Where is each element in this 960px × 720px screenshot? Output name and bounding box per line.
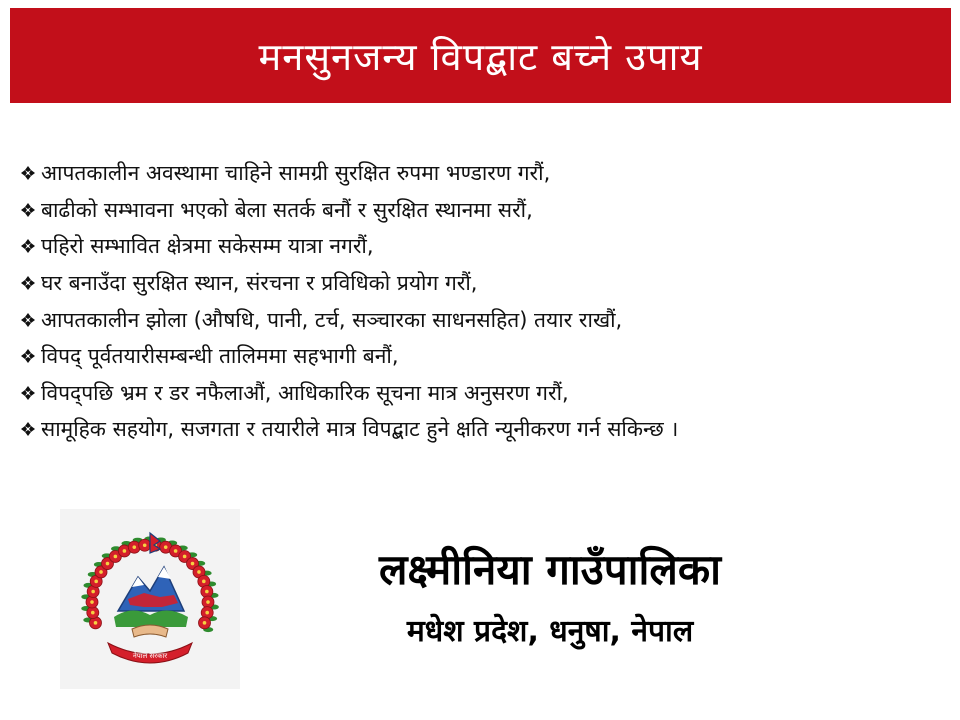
tip-text: आपतकालीन अवस्थामा चाहिने सामग्री सुरक्षित रुपमा भण्डारण गरौं, — [41, 161, 551, 186]
tip-text: आपतकालीन झोला (औषधि, पानी, टर्च, सञ्चारका साधनसहित) तयार राखौं, — [41, 307, 623, 332]
diamond-bullet-icon — [20, 385, 36, 401]
list-item — [20, 155, 940, 192]
list-item — [20, 192, 940, 229]
nepal-emblem-icon — [70, 519, 230, 679]
list-item — [20, 338, 940, 375]
tip-text: पहिरो सम्भावित क्षेत्रमा सकेसम्म यात्रा नगरौं, — [41, 234, 374, 259]
organization-address: मधेश प्रदेश, धनुषा, नेपाल — [406, 614, 694, 650]
tip-text: सामूहिक सहयोग, सजगता र तयारीले मात्र विपद्बाट हुने क्षति न्यूनीकरण गर्न सकिन्छ । — [41, 417, 679, 442]
tip-text: बाढीको सम्भावना भएको बेला सतर्क बनौं र सुरक्षित स्थानमा सरौं, — [41, 197, 533, 222]
tips-list — [20, 155, 940, 448]
tip-text: विपद्पछि भ्रम र डर नफैलाऔं, आधिकारिक सूचना मात्र अनुसरण गरौं, — [41, 380, 569, 405]
diamond-bullet-icon — [20, 312, 36, 328]
list-item — [20, 228, 940, 265]
organization-block — [290, 545, 810, 650]
list-item — [20, 265, 940, 302]
emblem-seal-text: नेपाल सरकार — [132, 652, 168, 660]
diamond-bullet-icon — [20, 275, 36, 291]
diamond-bullet-icon — [20, 202, 36, 218]
organization-name: लक्ष्मीनिया गाउँपालिका — [379, 545, 721, 594]
emblem-panel — [60, 509, 240, 689]
tip-text: घर बनाउँदा सुरक्षित स्थान, संरचना र प्रविधिको प्रयोग गरौं, — [41, 271, 478, 296]
list-item — [20, 301, 940, 338]
diamond-bullet-icon — [20, 165, 36, 181]
diamond-bullet-icon — [20, 348, 36, 364]
header-banner — [10, 8, 951, 103]
diamond-bullet-icon — [20, 238, 36, 254]
list-item — [20, 375, 940, 412]
diamond-bullet-icon — [20, 421, 36, 437]
list-item — [20, 411, 940, 448]
page-title: मनसुनजन्य विपद्बाट बच्ने उपाय — [258, 34, 703, 79]
tip-text: विपद् पूर्वतयारीसम्बन्धी तालिममा सहभागी बनौं, — [41, 344, 399, 369]
